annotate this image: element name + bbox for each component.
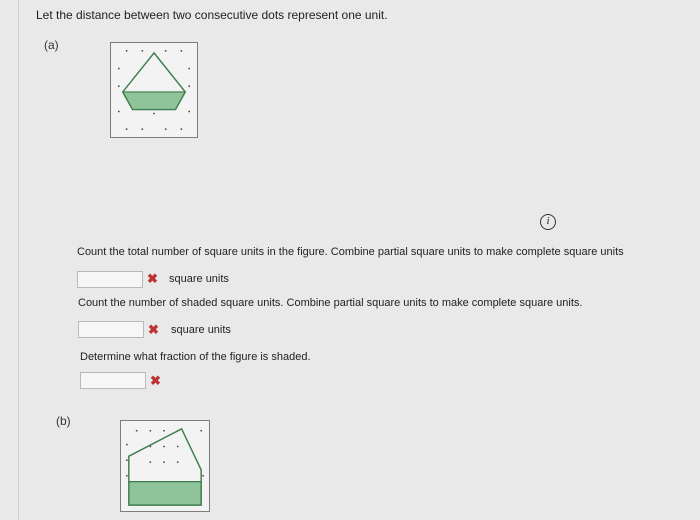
question-total-units: Count the total number of square units in the figure. Combine partial square units to make complete square units: [77, 246, 624, 258]
incorrect-mark-icon: ✖: [150, 373, 161, 388]
part-b-figure: [120, 420, 210, 512]
shaded-units-answer-input[interactable]: [78, 321, 144, 338]
hexagon-dot-grid-figure-icon: [111, 43, 197, 137]
part-a-label: (a): [44, 38, 59, 52]
pentagon-dot-grid-figure-icon: [121, 421, 209, 511]
total-units-unit-label: square units: [169, 273, 229, 285]
left-margin: [0, 0, 19, 520]
shaded-units-unit-label: square units: [171, 324, 231, 336]
part-a-figure: [110, 42, 198, 138]
instructions-text: Let the distance between two consecutive dots represent one unit.: [36, 8, 388, 22]
incorrect-mark-icon: ✖: [148, 322, 159, 337]
question-shaded-units: Count the number of shaded square units. Combine partial square units to make complete square units.: [78, 297, 583, 309]
info-icon[interactable]: i: [540, 214, 556, 230]
total-units-answer-input[interactable]: [77, 271, 143, 288]
incorrect-mark-icon: ✖: [147, 271, 158, 286]
fraction-answer-input[interactable]: [80, 372, 146, 389]
question-fraction-shaded: Determine what fraction of the figure is shaded.: [80, 351, 311, 363]
part-b-label: (b): [56, 414, 71, 428]
